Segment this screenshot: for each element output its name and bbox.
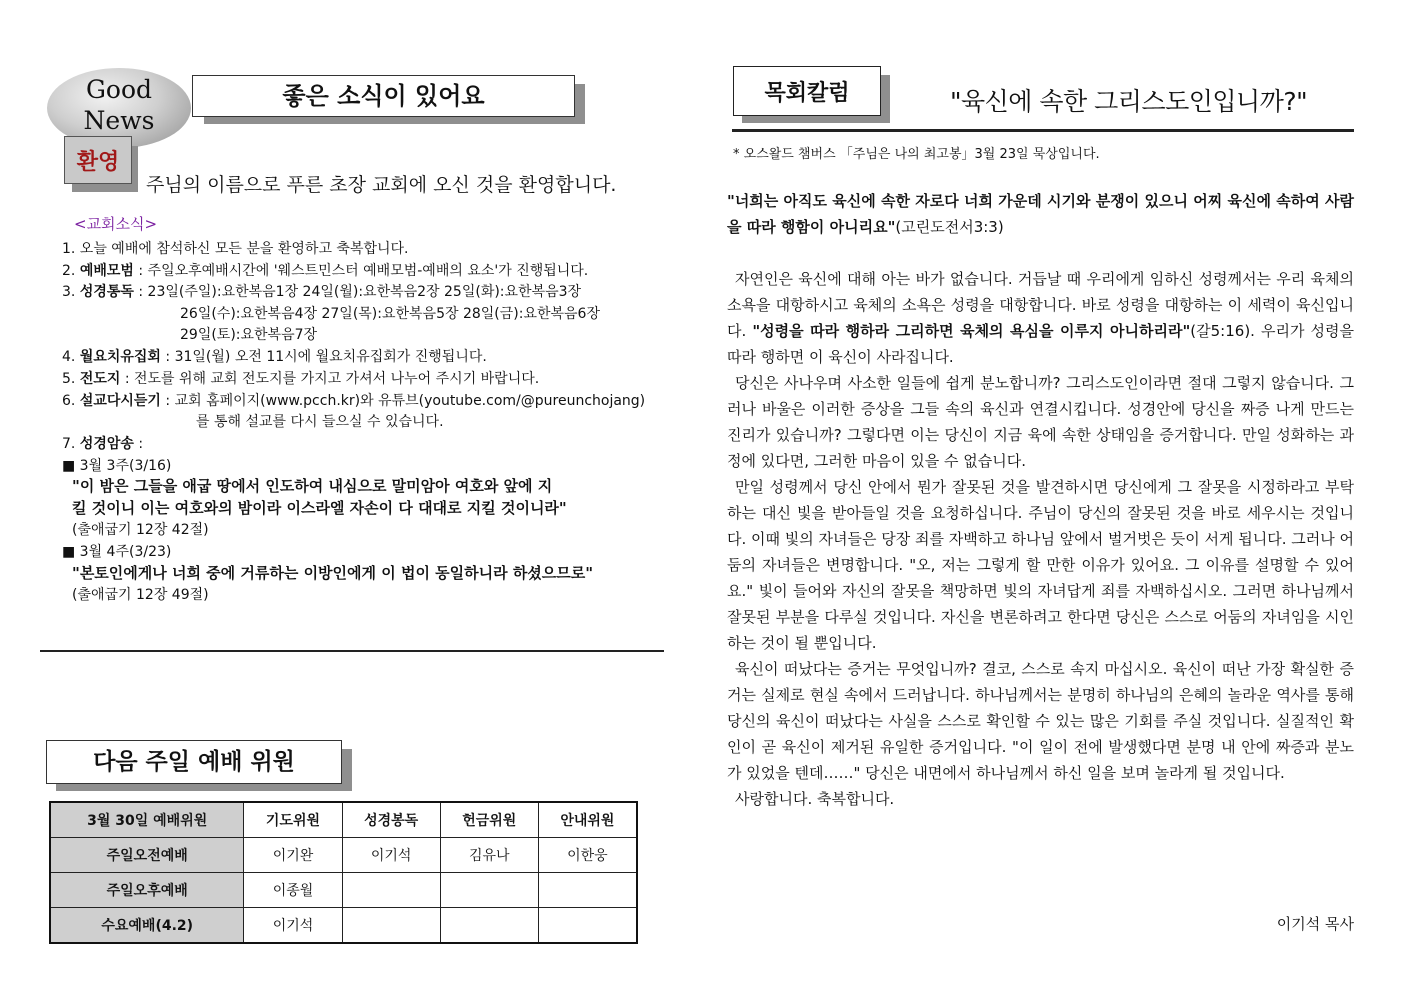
paragraph-1-bold: "성령을 따라 행하라 그리하면 육체의 욕심을 이루지 아니하리라": [752, 322, 1191, 340]
notice-4-num: 4.: [62, 349, 76, 365]
good-news-line2: News: [83, 106, 155, 135]
notice-3-line2: 26일(수):요한복음4장 27일(목):요한복음5장 28일(금):요한복음6장: [180, 306, 600, 322]
notice-2-text: : 주일오후예배시간에 '웨스트민스터 예배모범-예배의 요소'가 진행됩니다.: [138, 263, 589, 279]
notice-2-key: 예배모범: [79, 263, 134, 279]
good-news-line1: Good: [85, 75, 153, 104]
duty-cell: [538, 908, 637, 944]
notice-7-num: 7.: [62, 436, 76, 452]
memory-week1-verse-line1: "이 밤은 그들을 애굽 땅에서 인도하여 내심으로 말미암아 여호와 앞에 지: [72, 477, 553, 495]
memory-week2-ref: (출애굽기 12장 49절): [72, 587, 209, 603]
notice-7-key: 성경암송: [79, 436, 134, 452]
paragraph-2: 당신은 사나우며 사소한 일들에 쉽게 분노합니까? 그리스도인이라면 절대 그렇지 않습니다. 그러나 바울은 이러한 증상을 그들 속의 육신과 연결시킵니다. 성경안에 당신을 짜증 나게 만드는 진리가 있습니까? 그렇다면 이는 당신이 지금 육에 속한 상태임을 증거합니다. 만일 성화하는 과정에 있다면, 그러한 마음이 있을 수 없습니다.: [727, 374, 1354, 470]
duty-cell: 이기석: [244, 908, 342, 944]
notice-7: [62, 433, 143, 453]
paragraph-5: 사랑합니다. 축복합니다.: [735, 790, 895, 808]
duty-title: 다음 주일 예배 위원: [46, 740, 342, 784]
duty-cell: [538, 873, 637, 908]
notice-heading: <교회소식>: [74, 215, 158, 233]
notice-5-text: : 전도를 위해 교회 전도지를 가지고 가셔서 나누어 주시기 바랍니다.: [124, 371, 540, 387]
column-body: [727, 266, 1354, 812]
notice-2: [62, 260, 588, 280]
duty-header-reading: 성경봉독: [342, 802, 440, 838]
paragraph-1-a: 자연인은 육신에 대해 아는 바가 없습니다. 거듭날 때 우리에게 임하신 성령께서는 우리 육체의 소욕을 대항하시고 육체의 소욕은 성령을 대항합니다. 바로 성령을 대항하는 이 세력이 육신입니다.: [727, 270, 1354, 340]
duty-row-label: 주일오전예배: [50, 838, 244, 873]
notice-6-line1: : 교회 홈페이지(www.pcch.kr)와 유튜브(youtube.com/@pureunchojang): [165, 393, 646, 409]
notice-2-num: 2.: [62, 263, 76, 279]
notice-3-key: 성경통독: [79, 284, 134, 300]
duty-cell: [440, 873, 538, 908]
notice-3-line3: 29일(토):요한복음7장: [180, 327, 318, 343]
paragraph-3: 만일 성령께서 당신 안에서 뭔가 잘못된 것을 발견하시면 당신에게 그 잘못을 시정하라고 부탁하는 대신 빛을 받아들일 것을 요청하십니다. 주님이 당신의 잘못된 것을 바로 세우시는 것입니다. 이때 빛의 자녀들은 당장 죄를 자백하고 하나님 앞에서 벌거벗은 듯이 서게 됩니다. 그러나 어둠의 자녀들은 변명합니다. "오, 저는 그렇게 할 만한 이유가 있어요. 그 이유를 설명할 수 있어요." 빛이 들어와 자신의 잘못을 책망하면 빛의 자녀답게 죄를 자백하십시오. 그러면 하나님께서 잘못된 부분을 다루실 것입니다. 자신을 변론하려고 한다면 당신은 스스로 어둠의 자녀임을 시인하는 것이 될 뿐입니다.: [727, 478, 1354, 652]
paragraph-4: 육신이 떠났다는 증거는 무엇입니까? 결코, 스스로 속지 마십시오. 육신이 떠난 가장 확실한 증거는 실제로 현실 속에서 드러납니다. 하나님께서는 분명히 하나님의 은혜의 놀라운 역사를 통해 당신의 육신이 떠났다는 사실을 스스로 확인할 수 있는 많은 기회를 주실 것입니다. 실질적인 확인이 곧 육신이 제거된 유일한 증거입니다. "이 일이 전에 발생했다면 분명 내 안에 짜증과 분노가 있었을 텐데……" 당신은 내면에서 하나님께서 하신 일을 보며 놀라게 될 것입니다.: [727, 660, 1354, 782]
notice-3-num: 3.: [62, 284, 76, 300]
memory-week1-verse-line2: 킬 것이니 이는 여호와의 밤이라 이스라엘 자손이 다 대대로 지킬 것이니라": [72, 499, 567, 517]
duty-cell: 이한웅: [538, 838, 637, 873]
duty-row-label: 수요예배(4.2): [50, 908, 244, 944]
right-divider: [732, 129, 1354, 132]
notice-5: [62, 368, 539, 388]
section-title: 좋은 소식이 있어요: [192, 75, 575, 117]
notice-5-num: 5.: [62, 371, 76, 387]
column-title: "육신에 속한 그리스도인입니까?": [950, 87, 1308, 116]
duty-cell: [342, 873, 440, 908]
column-label: 목회칼럼: [733, 66, 881, 116]
table-row: [50, 908, 637, 944]
scripture-text: "너희는 아직도 육신에 속한 자로다 너희 가운데 시기와 분쟁이 있으니 어찌 육신에 속하여 사람을 따라 행함이 아니리요": [727, 192, 1354, 236]
scripture-ref: (고린도전서3:3): [895, 218, 1004, 236]
scripture-block: [727, 188, 1354, 240]
notice-4-text: : 31일(월) 오전 11시에 월요치유집회가 진행됩니다.: [165, 349, 487, 365]
duty-cell: 이기완: [244, 838, 342, 873]
duty-table: [49, 801, 638, 944]
notice-3: [62, 281, 581, 301]
duty-header-usher: 안내위원: [538, 802, 637, 838]
notice-1: 1. 오늘 예배에 참석하신 모든 분을 환영하고 축복합니다.: [62, 241, 409, 257]
duty-cell: [440, 908, 538, 944]
notice-7-colon: :: [138, 436, 144, 452]
duty-header-offering: 헌금위원: [440, 802, 538, 838]
memory-week2-verse: "본토인에게나 너희 중에 거류하는 이방인에게 이 법이 동일하니라 하셨으므로": [72, 564, 594, 582]
memory-week1-label: ■ 3월 3주(3/16): [62, 458, 172, 474]
memory-week2-label: ■ 3월 4주(3/23): [62, 544, 172, 560]
notice-5-key: 전도지: [79, 371, 121, 387]
table-row: [50, 838, 637, 873]
notice-3-line1: : 23일(주일):요한복음1장 24일(월):요한복음2장 25일(화):요한복음3장: [138, 284, 582, 300]
notice-6-num: 6.: [62, 393, 76, 409]
notice-6: [62, 390, 645, 410]
notice-4: [62, 346, 487, 366]
notice-6-line2: 를 통해 설교를 다시 들으실 수 있습니다.: [196, 414, 444, 430]
column-source: * 오스왈드 챔버스 「주님은 나의 최고봉」3월 23일 묵상입니다.: [733, 147, 1100, 162]
notice-6-key: 설교다시듣기: [79, 393, 161, 409]
welcome-tag: 환영: [64, 136, 132, 184]
paragraph-1-b: (갈5:16). 우리가 성령을 따라 행하면 이 육신이 사라집니다.: [727, 322, 1355, 366]
duty-table-header: [50, 802, 637, 838]
left-divider: [40, 650, 664, 652]
welcome-text: 주님의 이름으로 푸른 초장 교회에 오신 것을 환영합니다.: [146, 174, 617, 196]
notice-4-key: 월요치유집회: [79, 349, 161, 365]
duty-header-date: 3월 30일 예배위원: [50, 802, 244, 838]
paragraph-1: [727, 266, 1354, 370]
duty-cell: [342, 908, 440, 944]
duty-row-label: 주일오후예배: [50, 873, 244, 908]
duty-cell: 이종월: [244, 873, 342, 908]
signature: 이기석 목사: [1276, 915, 1354, 933]
memory-week1-ref: (출애굽기 12장 42절): [72, 522, 209, 538]
duty-cell: 이기석: [342, 838, 440, 873]
duty-header-prayer: 기도위원: [244, 802, 342, 838]
duty-cell: 김유나: [440, 838, 538, 873]
table-row: [50, 873, 637, 908]
